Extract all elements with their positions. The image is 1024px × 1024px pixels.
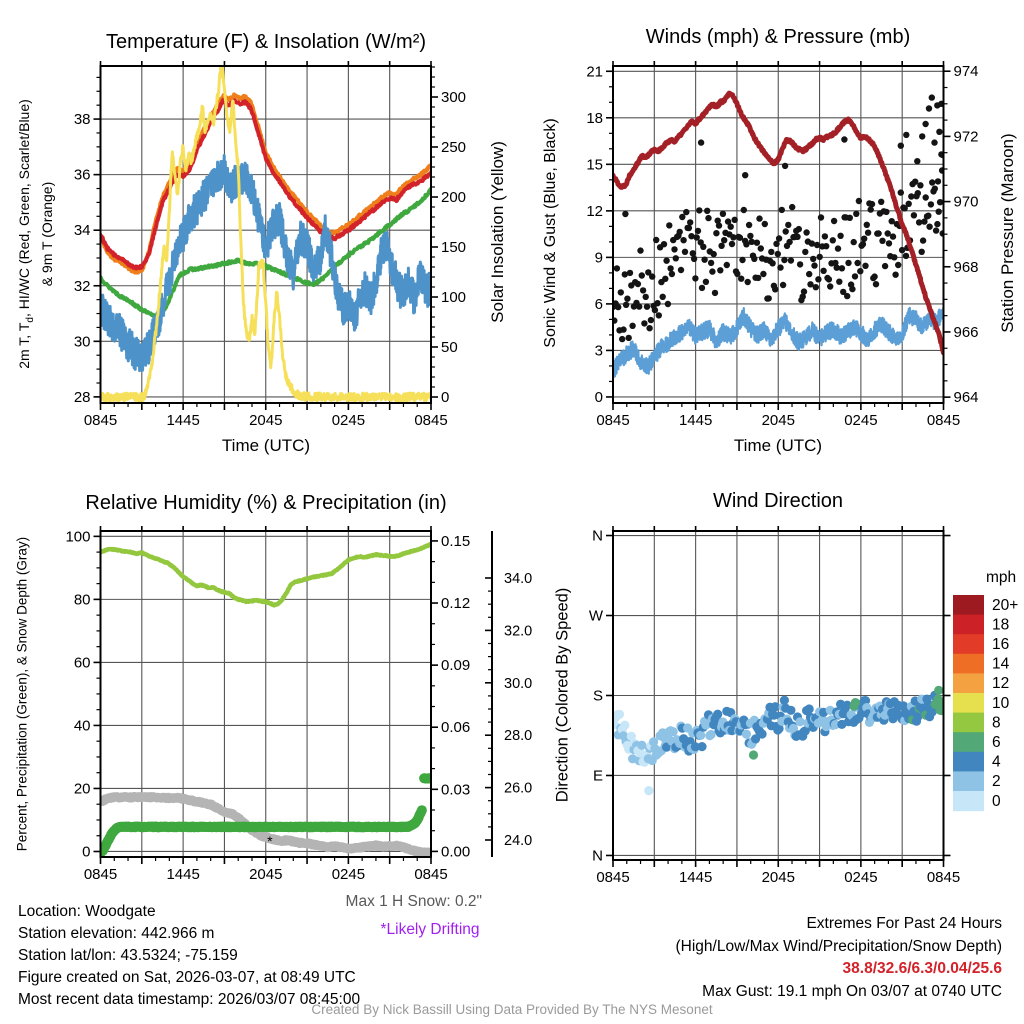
svg-text:0245: 0245 [331, 866, 366, 883]
svg-text:18: 18 [992, 616, 1010, 634]
axis-label-humidity-left: Percent, Precipitation (Green), & Snow Depth (Gray) [14, 536, 30, 852]
svg-text:14: 14 [992, 655, 1010, 673]
svg-text:E: E [592, 767, 603, 785]
svg-text:15: 15 [586, 156, 603, 174]
svg-text:2: 2 [992, 773, 1001, 791]
svg-text:2045: 2045 [249, 412, 283, 429]
svg-text:*: * [267, 833, 273, 850]
svg-text:0: 0 [441, 389, 450, 406]
svg-text:0845: 0845 [414, 866, 448, 883]
svg-text:40: 40 [73, 717, 91, 735]
extremes-block [676, 913, 1003, 1003]
max-snow-note: Max 1 H Snow: 0.2" [345, 893, 482, 910]
colorbar-title: mph [986, 569, 1017, 586]
svg-text:0: 0 [992, 792, 1001, 810]
svg-text:1445: 1445 [166, 412, 200, 429]
axis-label-insolation-right: Solar Insolation (Yellow) [488, 141, 507, 323]
svg-text:970: 970 [953, 193, 979, 211]
svg-text:0845: 0845 [83, 412, 118, 429]
svg-text:966: 966 [953, 323, 979, 341]
axis-label-temp-left: 2m T, $T_d$, HI/WC (Red, Green, Scarlet/Blue) & 9m T (Orange) [16, 99, 55, 369]
svg-text:0845: 0845 [596, 412, 630, 429]
x-axis-label-time-2: Time (UTC) [733, 436, 823, 455]
svg-text:60: 60 [73, 654, 91, 672]
station-elevation: Station elevation: 442.966 m [18, 925, 215, 942]
svg-text:0845: 0845 [926, 869, 961, 886]
extremes-values: 38.8/32.6/6.3/0.04/25.6 [842, 960, 1002, 977]
svg-text:38: 38 [73, 111, 91, 129]
station-info [18, 901, 360, 1011]
svg-text:968: 968 [953, 258, 979, 276]
svg-text:0845: 0845 [83, 866, 118, 883]
svg-text:972: 972 [953, 128, 979, 146]
svg-text:32.0: 32.0 [504, 623, 533, 640]
svg-text:20: 20 [73, 780, 91, 798]
svg-text:26.0: 26.0 [504, 780, 533, 797]
svg-text:6: 6 [992, 734, 1001, 751]
axis-label-pressure-right: Station Pressure (Maroon) [998, 133, 1017, 333]
svg-text:28: 28 [73, 388, 91, 406]
extremes-title: Extremes For Past 24 Hours [806, 915, 1002, 932]
extremes-subtitle: (High/Low/Max Wind/Precipitation/Snow Depth) [675, 937, 1002, 955]
svg-text:10: 10 [992, 694, 1010, 712]
svg-text:0.00: 0.00 [441, 843, 471, 861]
svg-text:0: 0 [82, 843, 91, 861]
svg-text:0845: 0845 [414, 412, 448, 429]
svg-text:2045: 2045 [761, 869, 795, 886]
svg-text:2045: 2045 [761, 412, 795, 429]
svg-text:N: N [592, 527, 603, 545]
svg-text:28.0: 28.0 [504, 728, 533, 745]
svg-text:12: 12 [586, 202, 603, 220]
svg-text:50: 50 [441, 339, 458, 356]
credit-line: Created By Nick Bassill Using Data Provided By The NYS Mesonet [311, 1002, 713, 1017]
chart-title-wind-direction: Wind Direction [712, 490, 844, 512]
svg-text:150: 150 [441, 239, 467, 256]
svg-text:34: 34 [73, 222, 91, 240]
svg-text:100: 100 [65, 528, 91, 546]
chart-title-temperature: Temperature (F) & Insolation (W/m²) [105, 31, 427, 53]
svg-text:16: 16 [992, 636, 1010, 653]
svg-text:200: 200 [441, 189, 467, 206]
svg-text:12: 12 [992, 675, 1010, 693]
station-latlon: Station lat/lon: 43.5324; -75.159 [18, 947, 238, 964]
svg-text:9: 9 [594, 249, 603, 267]
svg-text:0.03: 0.03 [441, 781, 471, 799]
svg-text:36: 36 [73, 166, 91, 184]
svg-text:1445: 1445 [678, 869, 713, 886]
svg-text:0.06: 0.06 [441, 719, 471, 737]
svg-text:964: 964 [953, 389, 979, 407]
svg-text:80: 80 [73, 591, 91, 609]
svg-text:0245: 0245 [844, 412, 878, 429]
chart-title-humidity: Relative Humidity (%) & Precipitation (in) [85, 492, 447, 514]
svg-text:N: N [592, 847, 603, 865]
svg-text:0245: 0245 [331, 412, 366, 429]
svg-text:0.12: 0.12 [441, 595, 471, 613]
axis-label-wind-left: Sonic Wind & Gust (Blue, Black) [542, 118, 559, 348]
svg-text:30: 30 [73, 333, 91, 351]
svg-text:18: 18 [586, 109, 603, 127]
svg-text:0245: 0245 [844, 869, 878, 886]
svg-text:34.0: 34.0 [504, 571, 533, 587]
svg-text:0: 0 [594, 388, 603, 406]
svg-text:0845: 0845 [596, 869, 630, 886]
svg-text:32: 32 [73, 277, 91, 295]
svg-text:2045: 2045 [249, 866, 283, 883]
max-gust: Max Gust: 19.1 mph On 03/07 at 0740 UTC [702, 982, 1002, 1000]
svg-text:0845: 0845 [926, 412, 961, 429]
svg-text:21: 21 [586, 63, 603, 81]
svg-text:1445: 1445 [678, 412, 713, 429]
station-location: Location: Woodgate [18, 903, 156, 920]
svg-text:1445: 1445 [166, 866, 200, 883]
x-axis-label-time-1: Time (UTC) [221, 436, 311, 455]
svg-text:20+: 20+ [992, 596, 1019, 614]
svg-text:250: 250 [441, 139, 467, 156]
chart-title-winds: Winds (mph) & Pressure (mb) [645, 26, 911, 48]
svg-text:24.0: 24.0 [504, 833, 533, 849]
svg-text:30.0: 30.0 [504, 675, 533, 692]
svg-text:W: W [588, 607, 603, 625]
svg-text:4: 4 [992, 753, 1001, 771]
svg-text:0.09: 0.09 [441, 657, 471, 675]
svg-text:100: 100 [441, 289, 467, 306]
svg-text:974: 974 [953, 63, 979, 81]
svg-text:8: 8 [992, 714, 1001, 732]
svg-text:S: S [592, 687, 603, 705]
likely-drifting-note: *Likely Drifting [380, 921, 480, 938]
svg-text:0.15: 0.15 [441, 532, 471, 550]
svg-text:6: 6 [594, 295, 603, 313]
svg-text:300: 300 [441, 89, 467, 106]
figure-created: Figure created on Sat, 2026-03-07, at 08:49 UTC [18, 969, 356, 986]
data-timestamp: Most recent data timestamp: 2026/03/07 08:45:00 [18, 991, 361, 1008]
axis-label-direction-left: Direction (Colored By Speed) [553, 587, 572, 803]
svg-text:3: 3 [594, 342, 603, 360]
